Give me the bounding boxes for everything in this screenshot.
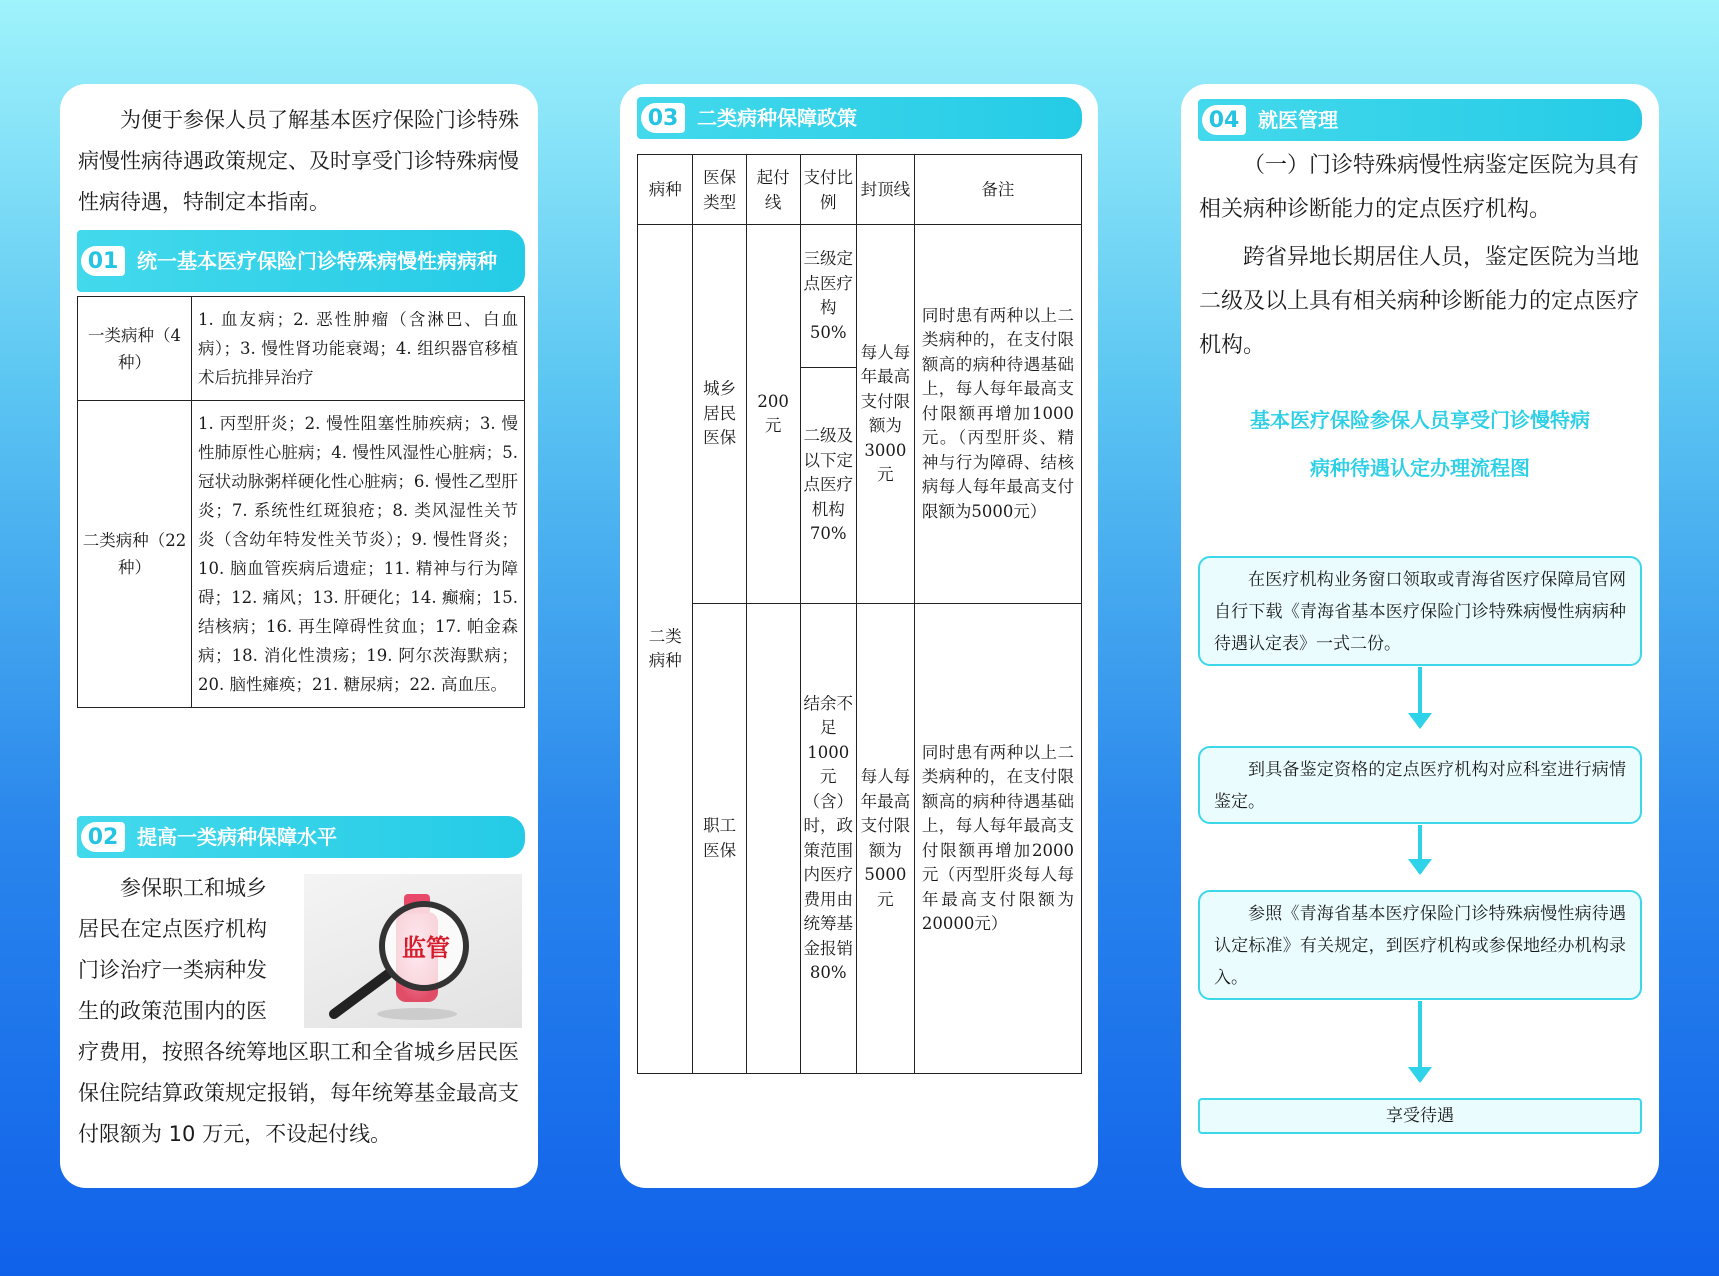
table-row bbox=[638, 225, 1082, 368]
disease-list-cell: 1. 血友病；2. 恶性肿瘤（含淋巴、白血病）；3. 慢性肾功能衰竭；4. 组织器官移植术后抗排异治疗 bbox=[192, 297, 525, 401]
section-03-header bbox=[637, 97, 1082, 139]
photo-label: 监管 bbox=[402, 934, 450, 962]
employee-cap-cell: 每人每年最高支付限额为5000元 bbox=[857, 604, 915, 1074]
resident-type-cell: 城乡居民医保 bbox=[693, 225, 746, 604]
header-deductible: 起付线 bbox=[746, 155, 800, 225]
header-disease: 病种 bbox=[638, 155, 693, 225]
panel-left bbox=[60, 84, 538, 1188]
flow-arrow-icon bbox=[1418, 667, 1422, 727]
flow-step-2: 到具备鉴定资格的定点医疗机构对应科室进行病情鉴定。 bbox=[1198, 746, 1642, 824]
flow-arrow-icon bbox=[1418, 825, 1422, 873]
section-02-line: 生的政策范围内的医 bbox=[78, 999, 267, 1023]
resident-ratio-level3-cell: 三级定点医疗构50% bbox=[800, 225, 857, 368]
section-01-header bbox=[77, 230, 525, 292]
flow-step-3: 参照《青海省基本医疗保险门诊特殊病慢性病待遇认定标准》有关规定，到医疗机构或参保地经办机构录入。 bbox=[1198, 890, 1642, 1000]
header-cap: 封顶线 bbox=[857, 155, 915, 225]
flow-step-1: 在医疗机构业务窗口领取或青海省医疗保障局官网自行下载《青海省基本医疗保险门诊特殊病慢性病病种待遇认定表》一式二份。 bbox=[1198, 556, 1642, 666]
table-row bbox=[78, 297, 525, 401]
employee-deductible-cell bbox=[746, 604, 800, 1074]
panel-middle bbox=[620, 84, 1098, 1188]
panel-right bbox=[1181, 84, 1659, 1188]
table-header-row bbox=[638, 155, 1082, 225]
flowchart-title-line: 病种待遇认定办理流程图 bbox=[1310, 456, 1530, 480]
employee-ratio-cell: 结余不足1000元（含）时，政策范围内医疗费用由统筹基金报销80% bbox=[800, 604, 857, 1074]
category-two-policy-table bbox=[637, 154, 1082, 1074]
category-cell: 二类病种（22种） bbox=[78, 401, 192, 708]
flowchart-title bbox=[1191, 396, 1649, 492]
resident-cap-cell: 每人每年最高支付限额为3000元 bbox=[857, 225, 915, 604]
supervision-photo bbox=[304, 874, 522, 1028]
section-04-title: 就医管理 bbox=[1258, 107, 1338, 132]
header-remark: 备注 bbox=[914, 155, 1081, 225]
section-04-header bbox=[1198, 99, 1642, 141]
flowchart-title-line: 基本医疗保险参保人员享受门诊慢特病 bbox=[1250, 408, 1590, 432]
section-02-header bbox=[77, 816, 525, 858]
header-payment-ratio: 支付比例 bbox=[800, 155, 857, 225]
section-04-para1: （一）门诊特殊病慢性病鉴定医院为具有相关病种诊断能力的定点医疗机构。 bbox=[1199, 153, 1640, 222]
flow-arrow-icon bbox=[1418, 1001, 1422, 1081]
section-02-line: 参保职工和城乡 bbox=[120, 876, 267, 900]
resident-deductible-cell: 200元 bbox=[746, 225, 800, 604]
section-02-title: 提高一类病种保障水平 bbox=[137, 824, 337, 849]
intro-paragraph: 为便于参保人员了解基本医疗保险门诊特殊病慢性病待遇政策规定、及时享受门诊特殊病慢性病待遇，特制定本指南。 bbox=[78, 108, 519, 214]
flow-step-final: 享受待遇 bbox=[1198, 1098, 1642, 1134]
table-row bbox=[78, 401, 525, 708]
disease-category-table bbox=[77, 296, 525, 708]
resident-remark-cell: 同时患有两种以上二类病种的，在支付限额高的病种待遇基础上，每人每年最高支付限额再增加1000元。（丙型肝炎、精神与行为障碍、结核病每人每年最高支付限额为5000元） bbox=[914, 225, 1081, 604]
section-04-number: 04 bbox=[1202, 105, 1246, 135]
section-04-para2: 跨省异地长期居住人员，鉴定医院为当地二级及以上具有相关病种诊断能力的定点医疗机构。 bbox=[1199, 245, 1640, 358]
section-02-line: 居民在定点医疗机构 bbox=[78, 917, 267, 941]
section-01-number: 01 bbox=[81, 246, 125, 276]
section-03-number: 03 bbox=[641, 103, 685, 133]
section-02-text-rest: 疗费用，按照各统筹地区职工和全省城乡居民医保住院结算政策规定报销，每年统筹基金最高支付限额为 10 万元，不设起付线。 bbox=[78, 1040, 519, 1146]
disease-cell: 二类病种 bbox=[638, 225, 693, 1074]
section-03-title: 二类病种保障政策 bbox=[697, 105, 857, 130]
section-02-text-wrap bbox=[78, 868, 298, 1032]
employee-remark-cell: 同时患有两种以上二类病种的，在支付限额高的病种待遇基础上，每人每年最高支付限额再增加2000元（丙型肝炎每人每年最高支付限额为20000元） bbox=[914, 604, 1081, 1074]
table-row bbox=[638, 604, 1082, 1074]
section-02-line: 门诊治疗一类病种发 bbox=[78, 958, 267, 982]
header-insurance-type: 医保类型 bbox=[693, 155, 746, 225]
section-02-number: 02 bbox=[81, 822, 125, 852]
disease-list-cell: 1. 丙型肝炎；2. 慢性阻塞性肺疾病；3. 慢性肺原性心脏病；4. 慢性风湿性心脏病；5. 冠状动脉粥样硬化性心脏病；6. 慢性乙型肝炎；7. 系统性红斑狼疮；8. 类风湿性关节炎（含幼年特发性关节炎）；9. 慢性肾炎；10. 脑血管疾病后遗症；11. 精神与行为障碍；12. 痛风；13. 肝硬化；14. 癫痫；15. 结核病；16. 再生障碍性贫血；17. 帕金森病；18. 消化性溃疡；19. 阿尔茨海默病；20. 脑性瘫痪；21. 糖尿病；22. 高血压。 bbox=[192, 401, 525, 708]
category-cell: 一类病种（4种） bbox=[78, 297, 192, 401]
employee-type-cell: 职工医保 bbox=[693, 604, 746, 1074]
resident-ratio-level2-cell: 二级及以下定点医疗机构70% bbox=[800, 368, 857, 604]
section-01-title: 统一基本医疗保险门诊特殊病慢性病病种 bbox=[137, 248, 497, 273]
